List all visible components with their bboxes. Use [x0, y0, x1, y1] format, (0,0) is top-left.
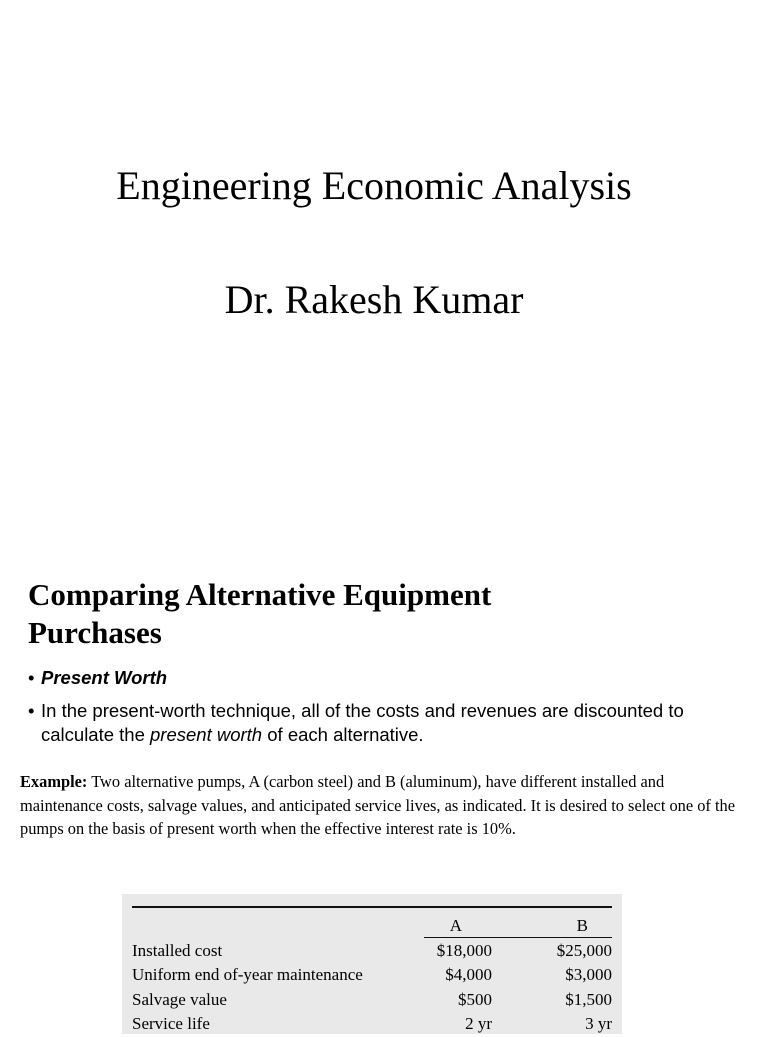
presentation-title: Engineering Economic Analysis [116, 163, 632, 208]
example-text: Two alternative pumps, A (carbon steel) and B (aluminum), have different installed and maintenance costs, salvage values, and anticipated service lives, as indicated. It is desired to select one of the pumps on the basis of present worth when the effective interest rate is 10%. [20, 772, 736, 838]
cell-b: $3,000 [565, 965, 612, 985]
bullet-dot-icon: • [28, 667, 35, 688]
bullet-item [28, 666, 748, 690]
bullet-list [28, 666, 748, 756]
bullet-item [28, 699, 748, 747]
bullet-text-before: In the present-worth technique, all of the costs and revenues are discounted to calculate the [41, 700, 684, 745]
row-label: Installed cost [132, 940, 223, 960]
table-header-a: A [449, 916, 462, 936]
cell-b: 3 yr [585, 1014, 612, 1034]
cell-a: 2 yr [465, 1014, 492, 1034]
table-header-label [132, 914, 396, 939]
row-label: Service life [132, 1014, 210, 1034]
table-header-row [132, 914, 612, 939]
cell-a: $500 [458, 989, 492, 1009]
cell-b: $1,500 [565, 989, 612, 1009]
cell-a: $18,000 [436, 940, 492, 960]
slide-heading-line-2: Purchases [28, 615, 162, 650]
comparison-table [132, 914, 612, 1037]
cell-b: $25,000 [556, 940, 612, 960]
slide-heading [28, 576, 628, 652]
author-name: Dr. Rakesh Kumar [224, 277, 524, 322]
row-label: Uniform end of-year maintenance [132, 965, 363, 985]
table-row [132, 988, 612, 1013]
cell-a: $4,000 [445, 965, 492, 985]
bullet-text: Present Worth [41, 667, 168, 688]
example-paragraph [20, 770, 740, 841]
bullet-text-after: of each alternative. [262, 724, 424, 745]
table-top-rule [132, 906, 612, 908]
bullet-dot-icon: • [28, 700, 35, 721]
slide-heading-line-1: Comparing Alternative Equipment [28, 577, 492, 612]
row-label: Salvage value [132, 989, 227, 1009]
table-row [132, 963, 612, 988]
pump-comparison-table [122, 894, 622, 1034]
bullet-text-emphasis: present worth [150, 724, 263, 745]
table-row [132, 939, 612, 964]
table-header-b: B [576, 916, 588, 936]
example-label: Example: [20, 772, 88, 791]
table-row [132, 1012, 612, 1037]
content-slide [0, 560, 768, 1034]
